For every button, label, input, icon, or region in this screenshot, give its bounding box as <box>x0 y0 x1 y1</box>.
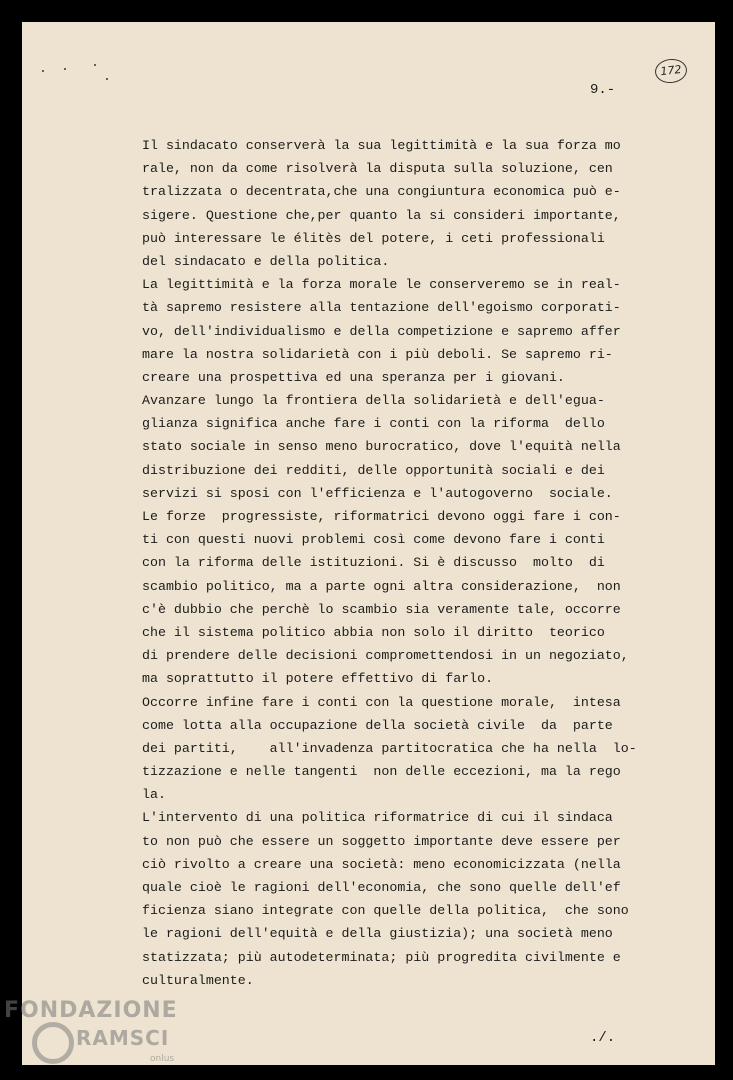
fondazione-gramsci-watermark <box>4 998 204 1078</box>
watermark-line2: RAMSCI <box>76 1026 170 1050</box>
text-line: c'è dubbio che perchè lo scambio sia veramente tale, occorre <box>142 601 621 617</box>
text-line: mare la nostra solidarietà con i più deboli. Se sapremo ri- <box>142 346 613 362</box>
text-line: dei partiti, all'invadenza partitocratica che ha nella lo- <box>142 740 637 756</box>
text-line: tizzazione e nelle tangenti non delle eccezioni, ma la rego <box>142 764 621 780</box>
text-line: distribuzione dei redditi, delle opportunità sociali e dei <box>142 462 605 478</box>
text-line: sigere. Questione che,per quanto la si consideri importante, <box>142 207 621 223</box>
text-line: ciò rivolto a creare una società: meno economicizzata (nella <box>142 856 621 872</box>
text-line: di prendere delle decisioni compromettendosi in un negoziato, <box>142 648 629 664</box>
text-line: Avanzare lungo la frontiera della solidarietà e dell'egua- <box>142 393 605 409</box>
text-line: statizzata; più autodeterminata; più progredita civilmente e <box>142 949 621 965</box>
archive-stamp: 172 <box>654 57 688 84</box>
text-line: ficienza siano integrate con quelle della politica, che sono <box>142 903 629 919</box>
text-line: come lotta alla occupazione della società civile da parte <box>142 717 613 733</box>
text-line: rale, non da come risolverà la disputa sulla soluzione, cen <box>142 161 613 177</box>
text-line: le ragioni dell'equità e della giustizia); una società meno <box>142 926 613 942</box>
watermark-onlus: onlus <box>150 1054 175 1064</box>
text-line: culturalmente. <box>142 972 254 988</box>
text-line: la. <box>142 787 166 803</box>
text-line: creare una prospettiva ed una speranza per i giovani. <box>142 369 565 385</box>
text-line: La legittimità e la forza morale le conserveremo se in real- <box>142 277 621 293</box>
text-line: Il sindacato conserverà la sua legittimità e la sua forza mo <box>142 138 621 153</box>
text-line: to non può che essere un soggetto importante deve essere per <box>142 833 621 849</box>
text-line: vo, dell'individualismo e della competizione e sapremo affer <box>142 323 621 339</box>
typed-body-text <box>142 134 637 992</box>
text-line: L'intervento di una politica riformatrice di cui il sindaca <box>142 810 613 826</box>
text-line: ma soprattutto il potere effettivo di farlo. <box>142 671 494 687</box>
document-page <box>22 22 715 1065</box>
text-line: con la riforma delle istituzioni. Si è discusso molto di <box>142 555 605 571</box>
watermark-g-logo-icon <box>32 1022 74 1064</box>
text-line: Occorre infine fare i conti con la questione morale, intesa <box>142 694 621 710</box>
text-line: Le forze progressiste, riformatrici devono oggi fare i con- <box>142 509 621 524</box>
text-line: quale cioè le ragioni dell'economia, che sono quelle dell'ef <box>142 880 621 895</box>
text-line: del sindacato e della politica. <box>142 253 390 269</box>
page-number: 9.- <box>590 82 616 98</box>
text-line: tralizzata o decentrata,che una congiuntura economica può e- <box>142 184 621 200</box>
continuation-mark: ./. <box>590 1030 616 1046</box>
text-line: scambio politico, ma a parte ogni altra considerazione, non <box>142 578 621 594</box>
text-line: glianza significa anche fare i conti con la riforma dello <box>142 416 605 432</box>
text-line: che il sistema politico abbia non solo il diritto teorico <box>142 624 605 640</box>
watermark-line1: FONDAZIONE <box>4 998 178 1023</box>
text-line: tà sapremo resistere alla tentazione dell'egoismo corporati- <box>142 300 621 316</box>
text-line: può interessare le élitès del potere, i ceti professionali <box>142 230 605 246</box>
text-line: servizi si sposi con l'efficienza e l'autogoverno sociale. <box>142 485 613 501</box>
text-line: stato sociale in senso meno burocratico, dove l'equità nella <box>142 439 621 455</box>
text-line: ti con questi nuovi problemi così come devono fare i conti <box>142 532 605 548</box>
